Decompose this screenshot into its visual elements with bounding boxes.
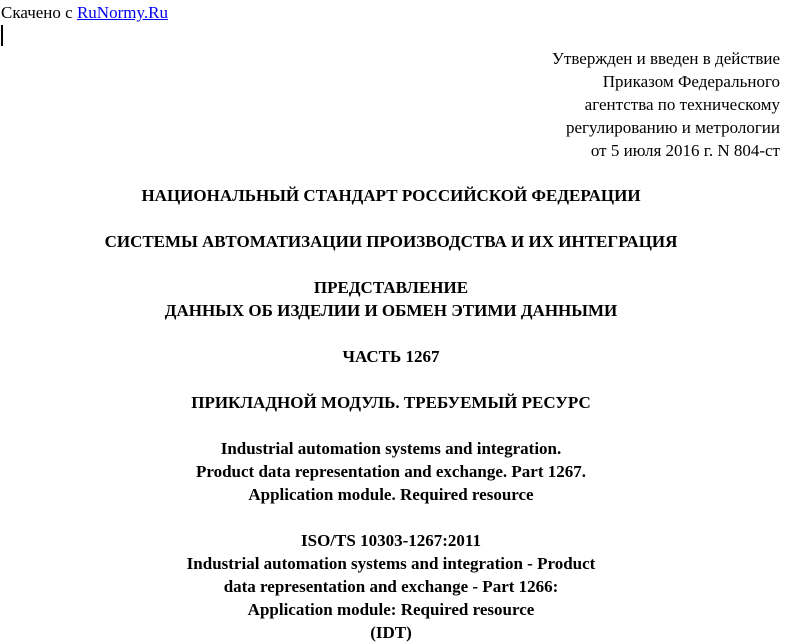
runormy-link[interactable]: RuNormy.Ru xyxy=(76,3,168,22)
english-title-block xyxy=(0,437,782,506)
iso-idt-mark: (IDT) xyxy=(370,623,412,642)
approval-line: регулированию и метрологии xyxy=(565,118,780,137)
subject-block xyxy=(0,276,782,322)
iso-block xyxy=(0,529,782,644)
iso-title-line: data representation and exchange - Part 1266: xyxy=(223,577,559,596)
subject-line: ДАННЫХ ОБ ИЗДЕЛИИ И ОБМЕН ЭТИМИ ДАННЫМИ xyxy=(164,301,618,320)
text-cursor xyxy=(1,25,3,46)
part-title: ЧАСТЬ 1267 xyxy=(342,347,440,366)
approval-line: агентства по техническому xyxy=(584,95,780,114)
approval-line: Приказом Федерального xyxy=(602,72,780,91)
subject-line: ПРЕДСТАВЛЕНИЕ xyxy=(313,278,469,297)
english-title-line: Industrial automation systems and integration. xyxy=(220,439,562,458)
standard-title: НАЦИОНАЛЬНЫЙ СТАНДАРТ РОССИЙСКОЙ ФЕДЕРАЦИИ xyxy=(141,186,641,205)
english-title-line: Product data representation and exchange. Part 1267. xyxy=(195,462,587,481)
module-title: ПРИКЛАДНОЙ МОДУЛЬ. ТРЕБУЕМЫЙ РЕСУРС xyxy=(191,393,591,412)
source-line xyxy=(1,3,168,23)
approval-block xyxy=(552,47,780,162)
iso-title-line: Industrial automation systems and integration - Product xyxy=(186,554,596,573)
approval-line: от 5 июля 2016 г. N 804-ст xyxy=(590,141,780,160)
english-title-line: Application module. Required resource xyxy=(248,485,534,504)
source-prefix: Скачено с xyxy=(1,3,77,22)
series-title: СИСТЕМЫ АВТОМАТИЗАЦИИ ПРОИЗВОДСТВА И ИХ ИНТЕГРАЦИЯ xyxy=(104,232,678,251)
approval-line: Утвержден и введен в действие xyxy=(551,49,780,68)
iso-title-line: Application module: Required resource xyxy=(247,600,535,619)
iso-designation: ISO/TS 10303-1267:2011 xyxy=(301,531,481,550)
